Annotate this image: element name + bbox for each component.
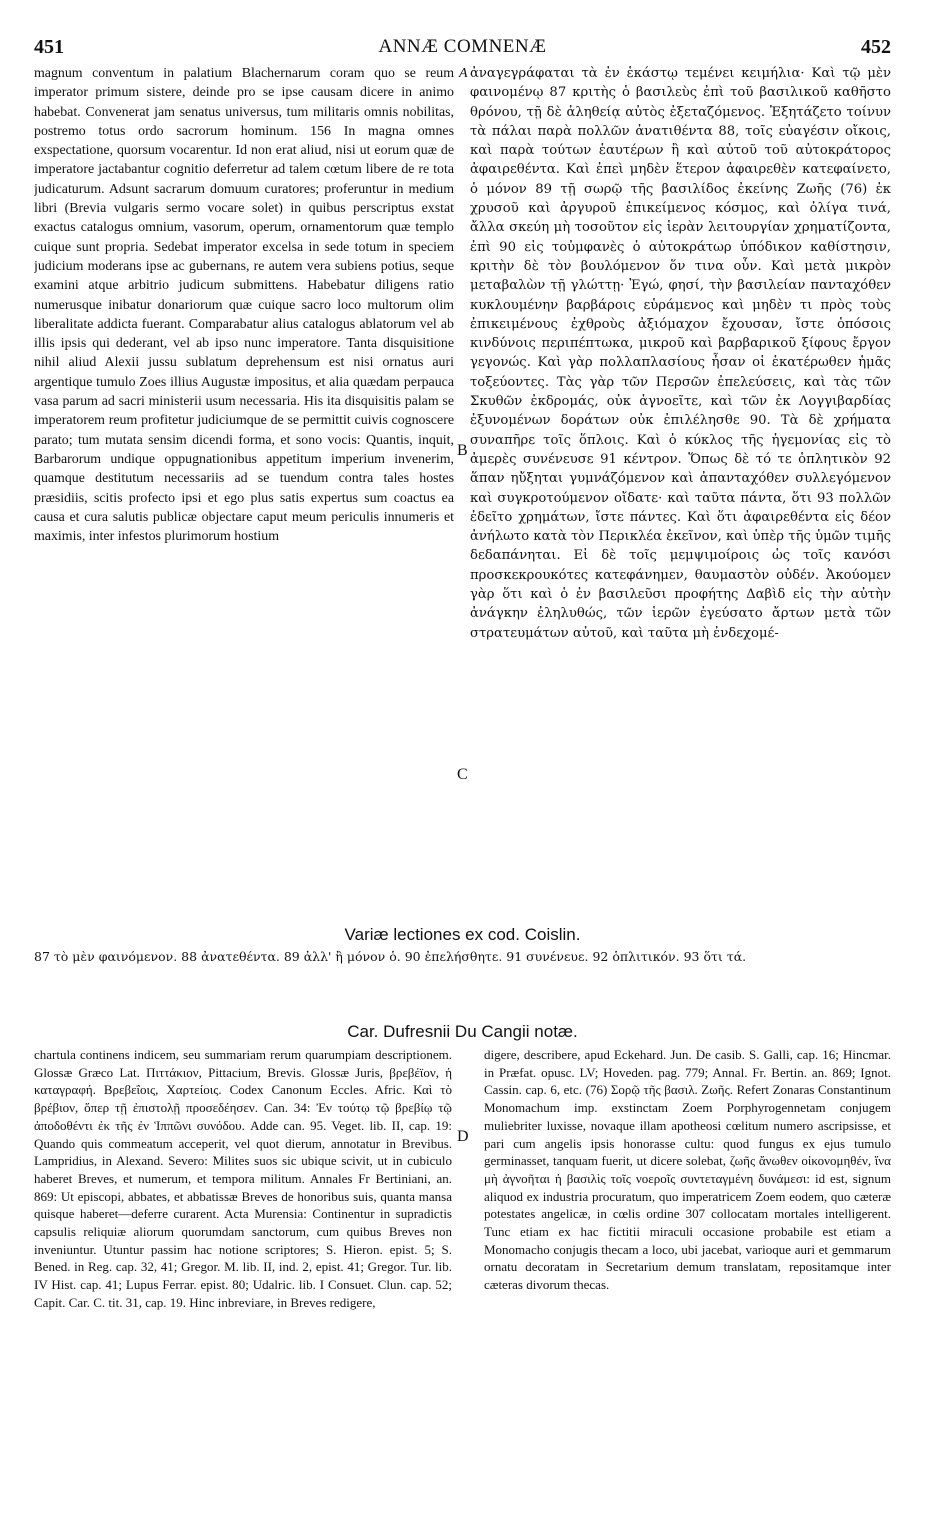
latin-text: magnum conventum in palatium Blachernarum coram quo se reum imperator primum sistere, deinde pro se ipse causam dicere in animo habebat. Convenerat jam senatus universus, tum militaris omnis nobilitas, postremo totus ordo sacrorum hominum. 156 In magna omnes exspectatione, quorsum vocarentur. Id non erat aliud, nisi ut eorum quæ de imperatore jactabantur cognitio deferretur ad talem cœtum libere de re tota judicaturum. Adsunt sacrarum domuum curatores; proferuntur in medium libri (Brevia vulgaris sermo vocare solet) in quibus perscriptus exstat exactus catalogus omnium, vasorum, operum, ornamentorum quæ templo cuique sunt propria. Sedebat imperator excelsa in sede totum in speciem judicium moderans ipse ac gubernans, re autem vera subiens potius, seque examini atque arbitrio judicum submittens. Habebatur diligens ratio numerusque inibatur donariorum quæ cuique sacro loco multorum olim liberalitate addicta fuerant. Comparabatur alius catalogus ablatorum vel ab illis ipsis qui dederant, vel ab ipso nunc imperatore. Tanta disquisitione nihil aliud Alexii jussu sublatum deprehensum est nisi ornatus auri argentique tumulo Zoes illius Augustæ impositus, et alia quædam perpauca vasa parum ad sacri ministerii usum necessaria. His ita disquisitis palam se imperatorem reum profitetur judiciumque de se permittit cuivis cognoscere parato; tum mutata sensim dicendi forma, et sono vocis: Quantis, inquit, Barbarorum undique oppugnationibus appetitum imperium invenerim, quamque destitutum necessariis ad se tuendum contra tales hostes præsidiis, scitis profecto ipsi et ego plus satis expertus sum coactus ea causa et cura salutis publicæ objectare caput meum periculis innumeris et maximis, inter infestos plurimorum hostium [34, 66, 454, 545]
notes-left-column [34, 1046, 452, 1516]
page-number-left: 451 [34, 36, 64, 58]
greek-column [470, 64, 891, 924]
notes-right-text: digere, describere, apud Eckehard. Jun. De casib. S. Galli, cap. 16; Hincmar. in Præfat. opusc. LV; Hoveden. pag. 779; Annal. Fr. Bertin. an. 869; Ignot. Cassin. cap. 6, etc. (76) Σορῷ τῆς βασιλ. Ζωῆς. Refert Zonaras Constantinum Monomachum imp. exstinctam Zoem Porphyrogennetam conjugem muliebriter luxisse, novaque illam apotheosi cœlitum numero ascripsisse, et pari cum angelis ipsis honorasse cultu: quod fungus ex ejus tumulo germinasset, tanquam fuerit, ut dicere solebat, ζωῆς ἄνωθεν οἰκονομηθέν, ἵνα μὴ ἀγνοῆται ἡ βασιλὶς τοῖς νοεροῖς συντεταγμένη δυνάμεσι: id est, signum aliquod ex industria procuratum, quo imperatricem Zoem eodem, quo cæteræ potestates angelicæ, in cœlis ordine 307 collocatam mortales intelligerent. Tunc etiam ex hac fictitii miraculi occasione probabile est etiam a Monomacho conjugis thecam a loco, ubi jacebat, varioque auri et gemmarum ornatu decoratam in Secretarium demum translatam, repositamque inter cæteras divorum thecas. [484, 1047, 891, 1293]
section-marker-d: D [457, 1128, 469, 1145]
section-marker-b: B [457, 442, 468, 459]
latin-column [34, 64, 454, 924]
section-marker-c: C [457, 766, 468, 783]
variant-readings: 87 τὸ μὲν φαινόμενον. 88 ἀνατεθέντα. 89 ἀλλ' ἢ μόνον ὁ. 90 ἐπελήσθητε. 91 συνένευε. 92 ὁπλιτικόν. 93 ὅτι τά. [34, 949, 747, 964]
page-header [34, 36, 891, 62]
greek-text: ἀναγεγράφαται τὰ ἐν ἑκάστῳ τεμένει κειμήλια· Καὶ τῷ μὲν φαινομένῳ 87 κριτὴς ὁ βασιλεὺς ἐπὶ τοῦ βασιλικοῦ καθῆστο θρόνου, τῇ δὲ ἀληθείᾳ αὐτὸς ἐξεταζόμενος. Ἐξητάζετο τοίνυν τὰ πάλαι παρὰ πολλῶν ἀνατιθέντα 88, τοῖς εὐαγέσιν οἴκοις, καὶ παρὰ τούτων ἑαυτέρων ἢ καὶ αὐτοῦ τοῦ αὐτοκράτορος ἀφαιρεθέντα. Καὶ ἐπεὶ μηδὲν ἕτερον ἀφαιρεθὲν κατεφαίνετο, ὁ μόνον 89 τῇ σωρῷ τῆς βασιλίδος ἐκείνης Ζωῆς (76) ἐκ χρυσοῦ καὶ ἀργυροῦ ἐπικείμενος κόσμος, καὶ ὀλίγα τινά, ἄλλα σκεύη μὴ τοσοῦτον εἰς ἱερὰν λειτουργίαν χρηματίζοντα, ἐπὶ 90 εἰς τοὐμφανὲς ὁ αὐτοκράτωρ ὑπόδικον καθίστησιν, κριτὴν δὲ τὸν βουλόμενον ὅν τινα οὖν. Καὶ μετὰ μικρὸν μεταβαλὼν τῇ γλώττῃ· Ἐγώ, φησί, τὴν βασιλείαν πανταχόθεν κυκλουμένην βαρβάροις εὑράμενος καὶ μηδὲν τι πρὸς τοὺς ἐπικειμένους ἐχθροὺς ἀξιόμαχον ἔχουσαν, ἴστε ὁπόσοις κινδύνοις περιπέπτωκα, μικροῦ καὶ βαρβαρικοῦ ξίφους ἔργον γεγονώς. Καὶ γὰρ πολλαπλασίους ἦσαν οἱ ἑκατέρωθεν ἡμᾶς τοξεύοντες. Τὰς γὰρ τῶν Περσῶν ἐπελεύσεις, καὶ τὰς τῶν Σκυθῶν ἐκδρομάς, οὐκ ἀγνοεῖτε, καὶ τῶν ἐκ Λογγιβαρδίας ἐξυνομένων δοράτων οὐκ ἐπιλέλησθε 90. Τὰ δὲ χρήματα συναπῆρε τοῖς ὅπλοις. Καὶ ὁ κύκλος τῆς ἡγεμονίας εἰς τὸ ἀμερὲς συνένευσε 91 κέντρον. Ὅπως δὲ τό τε ὁπλητικὸν 92 ἅπαν ηὔξηται γυμνάζόμενον καὶ ἀπανταχόθεν συλλεγόμενον καὶ συγκροτούμενον οἴδατε· καὶ ταῦτα πάντα, ὅτι 93 πολλῶν ἐδεῖτο χρημάτων, ἴστε πάντες. Καὶ ὅτι ἀφαιρεθέντα εἰς δέον ἀνήλωτο κατὰ τὸν Περικλέα ἐκεῖνον, καὶ ὑπὲρ τῆς ὑμῶν τιμῆς δεδαπάνηται. Εἰ δὲ τοῖς μεμψιμοίροις ὡς τοῖς κανόσι προσκεκρουκότες κατεφάνημεν, θαυμαστὸν οὐδέν. Ἀκούομεν γὰρ ὅτι καὶ ὁ ἐν βασιλεῦσι προφήτης Δαβὶδ εἰς τὴν αὐτὴν ἀνάγκην ἐληλυθώς, τῶν ἱερῶν ἐγεύσατο ἄρτων μετὰ τῶν στρατευμάτων αὐτοῦ, καὶ ταῦτα μὴ ἐνδεχομέ- [470, 66, 891, 641]
page-number-right: 452 [861, 36, 891, 58]
section-marker-a: A [459, 66, 468, 81]
running-title: ANNÆ COMNENÆ [378, 36, 547, 57]
notes-left-text: chartula continens indicem, seu summariam rerum quarumpiam descriptionem. Glossæ Græco Lat. Πιττάκιον, Pittacium, Brevis. Glossæ Juris, βρεβέϊον, ἡ καταγραφή. Βρεβεΐοις, Χαρτείοις. Codex Canonum Eccles. Afric. Καὶ τὸ βρέβιον, ὅπερ τῇ ἐπιστολῇ προσεδέησεν. Can. 34: Ἐν τούτῳ τῷ βρεβίῳ τῷ ἀποδοθέντι ἐκ τῆς ἐν Ἱππῶνι συνόδου. Adde can. 95. Veget. lib. II, cap. 19: Quando quis commeatum acceperit, vel quot dierum, annotatur in Brevibus. Lampridius, in Alexand. Severo: Milites suos sic ubique scivit, ut in cubiculo haberet Breves, et numerum, et tempora militum. Annales Fr Bertiniani, an. 869: Ut episcopi, abbates, et abbatissæ Breves de honoribus suis, quanta mansa quisque haberet—deferre curarent. Acta Murensia: Continentur in supradictis capsulis reliquiæ aliorum quorumdam sanctorum, cum quibus Breves non inveniuntur. Utuntur passim hac notione scriptores; S. Hieron. epist. 5; S. Bened. in Reg. cap. 32, 41; Gregor. M. lib. II, ind. 2, epist. 41; Gregor. Tur. lib. IV Hist. cap. 41; Lupus Ferrar. epist. 80; Udalric. lib. I Consuet. Clun. cap. 52; Capit. Car. C. tit. 31, cap. 19. Hinc inbreviare, in Breves redigere, [34, 1047, 452, 1310]
variant-readings-heading: Variæ lectiones ex cod. Coislin. [344, 925, 581, 944]
notes-right-column [484, 1046, 891, 1516]
notes-heading: Car. Dufresnii Du Cangii notæ. [347, 1022, 578, 1041]
